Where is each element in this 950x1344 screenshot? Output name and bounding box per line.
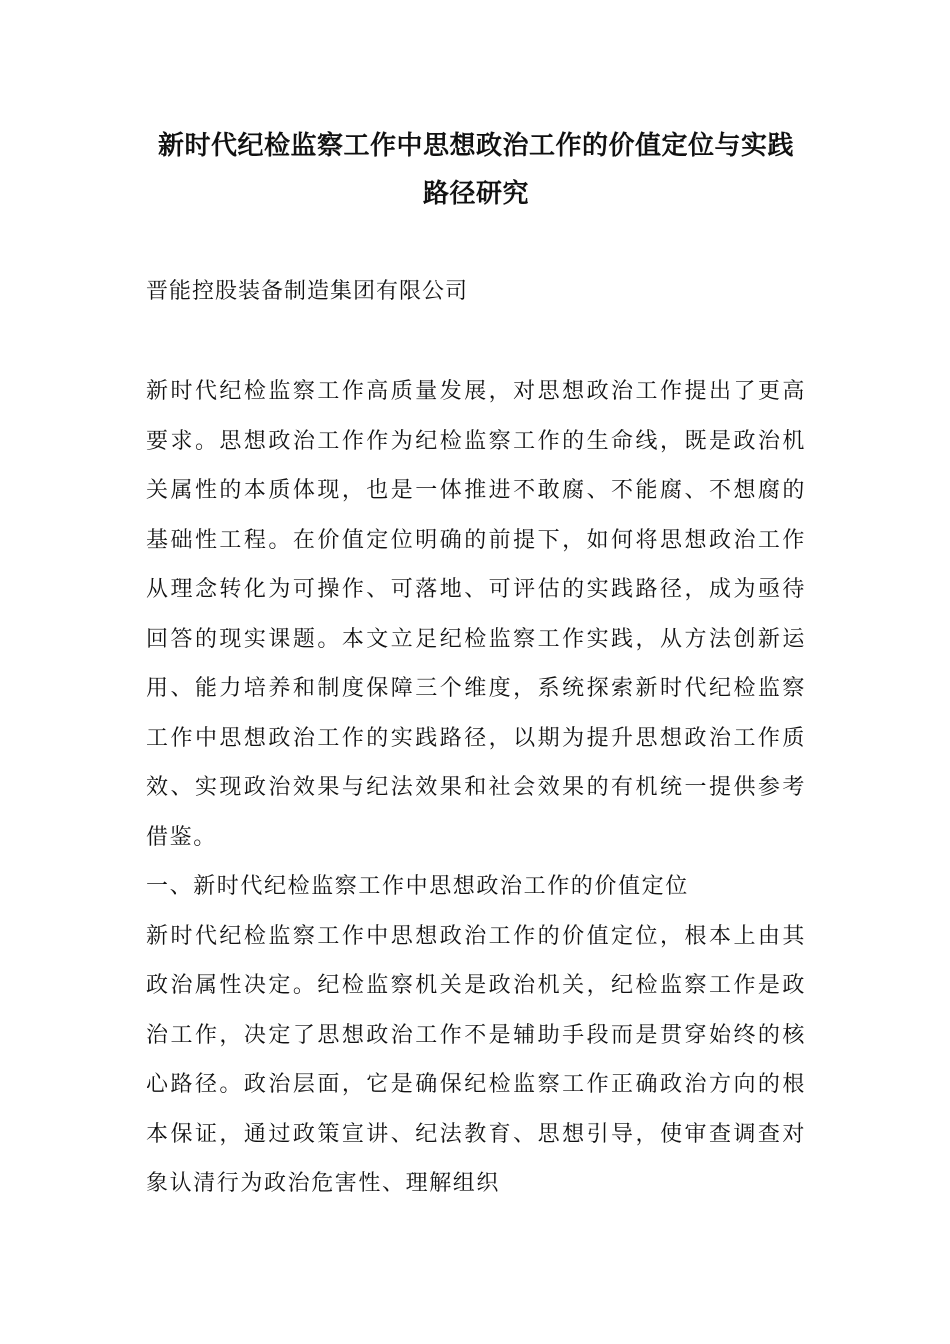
section-heading: 一、新时代纪检监察工作中思想政治工作的价值定位 [146, 874, 689, 899]
document-title: 新时代纪检监察工作中思想政治工作的价值定位与实践路径研究 [157, 131, 794, 209]
intro-paragraph: 新时代纪检监察工作高质量发展，对思想政治工作提出了更高要求。思想政治工作作为纪检监察工作的生命线，既是政治机关属性的本质体现，也是一体推进不敢腐、不能腐、不想腐的基础性工程。在价值定位明确的前提下，如何将思想政治工作从理念转化为可操作、可落地、可评估的实践路径，成为亟待回答的现实课题。本文立足纪检监察工作实践，从方法创新运用、能力培养和制度保障三个维度，系统探索新时代纪检监察工作中思想政治工作的实践路径，以期为提升思想政治工作质效、实现政治效果与纪法效果和社会效果的有机统一提供参考借鉴。 [146, 379, 806, 850]
document-body [146, 367, 806, 1209]
author-affiliation: 晋能控股装备制造集团有限公司 [146, 279, 469, 304]
section-paragraph: 新时代纪检监察工作中思想政治工作的价值定位，根本上由其政治属性决定。纪检监察机关是政治机关，纪检监察工作是政治工作，决定了思想政治工作不是辅助手段而是贯穿始终的核心路径。政治层面，它是确保纪检监察工作正确政治方向的根本保证，通过政策宣讲、纪法教育、思想引导，使审查调查对象认清行为政治危害性、理解组织 [146, 923, 806, 1196]
